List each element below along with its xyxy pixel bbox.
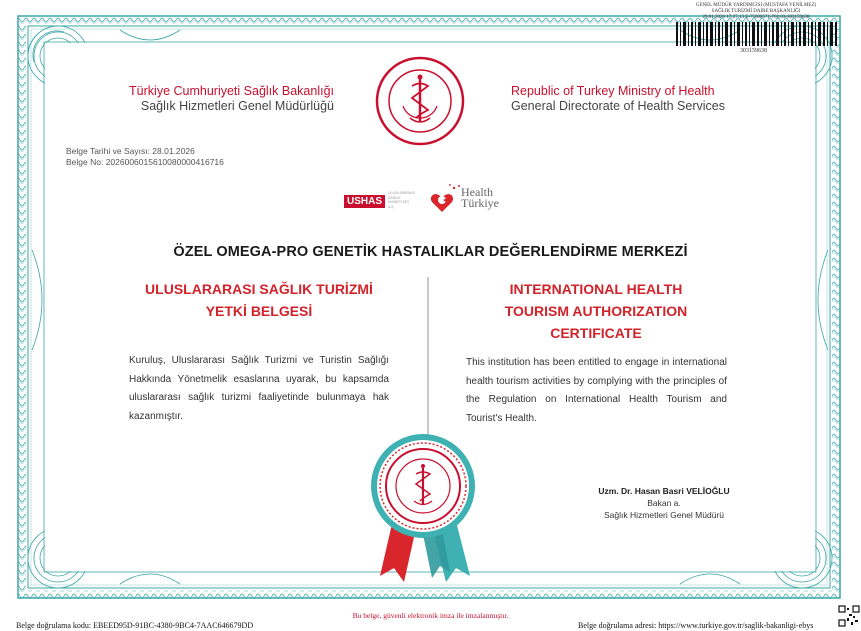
title-tr-line: ULUSLARARASI SAĞLIK TURİZMİ	[145, 281, 373, 297]
ministry-header-en	[511, 84, 751, 114]
signer-role: Bakan a.	[647, 498, 681, 508]
certificate-title-en	[458, 278, 734, 344]
directorate-name-en: General Directorate of Health Services	[511, 99, 725, 113]
title-en-line: INTERNATIONAL HEALTH	[509, 281, 683, 297]
document-meta	[66, 146, 224, 168]
qr-code-icon	[838, 605, 860, 627]
certificate-body-tr: Kuruluş, Uluslararası Sağlık Turizmi ve Turistin Sağlığı Hakkında Yönetmelik esaslarına uyarak, bu kapsamda uluslararası sağlık turizmi faaliyetinde bulunmaya hak kazanmıştır.	[129, 355, 389, 422]
ministry-seal-icon	[375, 56, 465, 146]
barcode	[676, 22, 838, 46]
signer-title: Sağlık Hizmetleri Genel Müdürü	[604, 510, 724, 520]
document-number: Belge No: 202600601561008000041671​6	[66, 157, 224, 167]
signer-name: Uzm. Dr. Hasan Basri VELİOĞLU	[598, 486, 730, 496]
verification-url[interactable]: Belge doğrulama adresi: https://www.turkiye.gov.tr/saglik-bakanligi-ebys	[578, 621, 814, 630]
title-en-line: TOURISM AUTHORIZATION	[504, 303, 688, 319]
ministry-header-tr	[112, 84, 334, 114]
stamp-line: SAĞLIK TURİZMİ DAİRE BAŞKANLIĞI	[711, 9, 801, 14]
health-word: Health	[461, 185, 493, 199]
ushas-logo-text: USHAS	[344, 195, 385, 208]
stamp-line: 29.01.2026 17:27:13 E-75008571-702.03-303159638	[702, 15, 810, 20]
health-turkiye-wordmark	[461, 187, 499, 209]
certificate-title-tr	[118, 278, 400, 322]
certificate-body-en: This institution has been entitled to engage in international health tourism activities by complying with the principles of the Regulation on International Health Tourism and Tourist's Health.	[466, 357, 727, 424]
directorate-name-tr: Sağlık Hizmetleri Genel Müdürlüğü	[140, 99, 334, 113]
stamp-line: GENEL MÜDÜR YARDIMCISI (MUSTAFA YENİLMEZ)	[695, 3, 817, 8]
e-signature-notice: Bu belge, güvenli elektronik imza ile imzalanmıştır.	[352, 611, 509, 620]
ministry-name-tr: Türkiye Cumhuriyeti Sağlık Bakanlığı	[129, 84, 334, 98]
turkiye-word: Türkiye	[461, 196, 499, 210]
rosette-seal-icon	[358, 418, 488, 588]
title-en-line: CERTIFICATE	[550, 325, 642, 341]
ushas-logo	[344, 191, 415, 209]
title-tr-line: YETKİ BELGESİ	[205, 303, 313, 319]
document-date: Belge Tarihi ve Sayısı: 28.01.2026	[66, 146, 195, 156]
right-flourish	[818, 250, 828, 350]
signer-block	[560, 485, 768, 521]
e-signature-stamp	[676, 3, 836, 21]
institution-name: ÖZEL OMEGA-PRO GENETİK HASTALIKLAR DEĞERLENDİRME MERKEZİ	[173, 244, 688, 260]
ushas-logo-subtitle: ULUSLARARASI SAĞLIK HİZMETLERİ A.Ş.	[388, 191, 415, 209]
barcode-number: 303159638	[740, 48, 767, 54]
verification-code: Belge doğrulama kodu: EBEED95D-91BC-4380-9BC4-7AAC646679DD	[16, 621, 254, 630]
ministry-name-en: Republic of Turkey Ministry of Health	[511, 84, 715, 98]
top-flourish	[120, 30, 740, 40]
left-flourish	[32, 250, 42, 350]
